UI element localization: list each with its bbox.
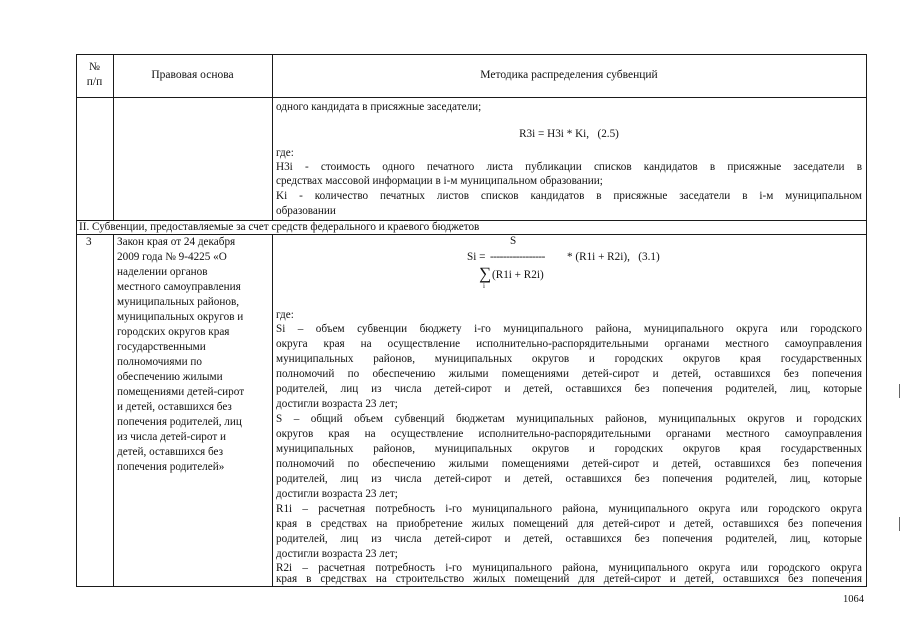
table-top-border <box>76 54 867 55</box>
method-line: муниципальных районов, муниципальных округов и городских округов края государственных <box>276 443 862 455</box>
section-title: II. Субвенции, предоставляемые за счет средств федерального и краевого бюджетов <box>79 221 480 233</box>
formula-sum-index: i <box>483 282 485 290</box>
header-num-line1: № <box>89 61 100 73</box>
legal-basis-line: обеспечению жилыми <box>117 371 223 383</box>
header-bottom-border <box>76 97 867 98</box>
method-line: родителей, лиц из числа детей-сирот и детей, оставшихся без попечения родителей, лиц, которые <box>276 473 862 485</box>
method-line: края в средствах на приобретение жилых помещений для детей-сирот и детей, оставшихся без попечения <box>276 518 862 530</box>
row3-number: 3 <box>86 236 92 248</box>
table-left-border <box>76 54 77 587</box>
method-line: полномочий по обеспечению жилыми помещениями детей-сирот и детей, оставшихся без попечения <box>276 368 862 380</box>
table-right-border <box>866 54 867 587</box>
method-line: края в средствах на строительство жилых помещений для детей-сирот и детей, оставшихся без попечения <box>276 573 862 585</box>
method-line: S – общий объем субвенций бюджетам муниципальных районов, муниципальных округов и городских <box>276 413 862 425</box>
formula-sum-symbol: ∑ <box>479 264 492 283</box>
legal-basis-line: муниципальных районов, <box>117 296 240 308</box>
legal-basis-line: помещениями детей-сирот <box>117 386 245 398</box>
method-line: округа края на осуществление исполнительно-распорядительными органами местного самоуправления <box>276 338 862 350</box>
method-line: Si – объем субвенции бюджету i-го муниципального района, муниципального округа или городского <box>276 323 862 335</box>
prev-row-formula: R3i = Н3i * Ki, (2.5) <box>519 128 619 140</box>
method-line: муниципальных районов, муниципальных округов и городских округов края государственных <box>276 353 862 365</box>
formula-fraction-bar: ----------------- <box>490 251 545 263</box>
legal-basis-line: и детей, оставшихся без <box>117 401 232 413</box>
method-line: R1i – расчетная потребность i-го муниципального района, муниципального округа или городского округа <box>276 503 862 515</box>
method-line: родителей, лиц из числа детей-сирот и детей, оставшихся без попечения родителей, лиц, которые <box>276 533 862 545</box>
prev-row-text-line: образовании <box>276 205 336 217</box>
scan-margin-mark <box>899 517 900 531</box>
legal-basis-line: детей, оставшихся без <box>117 446 224 458</box>
col-divider-1-lower <box>113 234 114 587</box>
legal-basis-line: из числа детей-сирот и <box>117 431 227 443</box>
legal-basis-line: попечения родителей, лиц <box>117 416 242 428</box>
formula-lhs: Si = <box>467 251 486 263</box>
formula-numerator: S <box>510 235 517 247</box>
formula-denominator: (R1i + R2i) <box>492 269 544 281</box>
prev-row-text-line: где: <box>276 147 294 159</box>
prev-row-text-line: одного кандидата в присяжные заседатели; <box>276 101 482 113</box>
prev-row-text-line: средствах массовой информации в i-м муниципальном образовании; <box>276 175 603 187</box>
page-number: 1064 <box>843 594 864 605</box>
method-line: полномочий по обеспечению жилыми помещениями детей-сирот и детей, оставшихся без попечения <box>276 458 862 470</box>
legal-basis-line: полномочиями по <box>117 356 202 368</box>
legal-basis-line: городских округов края <box>117 326 230 338</box>
method-line: где: <box>276 309 294 321</box>
header-methodology: Методика распределения субвенций <box>480 69 658 81</box>
legal-basis-line: местного самоуправления <box>117 281 241 293</box>
legal-basis-line: 2009 года № 9-4225 «О <box>117 251 227 263</box>
legal-basis-line: муниципальных округов и <box>117 311 244 323</box>
formula-rhs: * (R1i + R2i), (3.1) <box>567 251 660 263</box>
prev-row-text-line: Н3i - стоимость одного печатного листа публикации списков кандидатов в присяжные заседатели в <box>276 161 862 173</box>
prev-row-text-line: Ki - количество печатных листов списков кандидатов в присяжные заседатели в i-м муниципальном <box>276 190 862 202</box>
method-line: родителей, лиц из числа детей-сирот и детей, оставшихся без попечения родителей, лиц, которые <box>276 383 862 395</box>
method-line: округов края на осуществление исполнительно-распорядительными органами местного самоуправления <box>276 428 862 440</box>
header-legal-basis: Правовая основа <box>151 69 234 81</box>
method-line: достигли возраста 23 лет; <box>276 398 398 410</box>
method-line: достигли возраста 23 лет; <box>276 488 398 500</box>
col-divider-2-lower <box>272 234 273 587</box>
method-line: R2i – расчетная потребность i-го муниципального района, муниципального округа или городского округа <box>276 562 862 574</box>
legal-basis-line: наделении органов <box>117 266 208 278</box>
header-num-line2: п/п <box>86 76 103 88</box>
legal-basis-line: Закон края от 24 декабря <box>117 236 236 248</box>
legal-basis-line: попечения родителей» <box>117 461 225 473</box>
method-line: достигли возраста 23 лет; <box>276 548 398 560</box>
legal-basis-line: государственными <box>117 341 206 353</box>
scan-margin-mark <box>899 384 900 398</box>
